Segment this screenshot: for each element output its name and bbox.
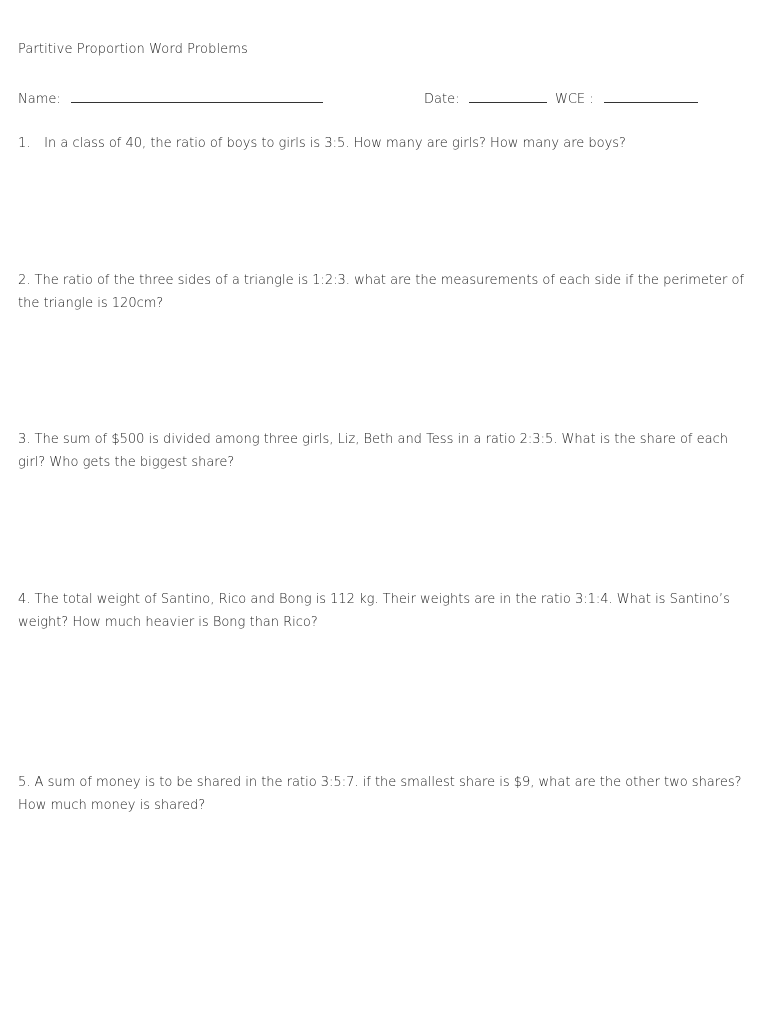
problem-1 (18, 132, 753, 155)
name-label: Name: (18, 92, 61, 107)
problem-text: A sum of money is to be shared in the ratio 3:5:7. if the smallest share is $9, what are the other two shares? How much money is shared? (18, 775, 742, 813)
name-blank-line[interactable] (71, 89, 323, 103)
worksheet-title: Partitive Proportion Word Problems (18, 42, 248, 57)
problem-number: 2. (18, 273, 31, 288)
problem-number: 3. (18, 432, 31, 447)
problem-5 (18, 771, 753, 817)
wce-label: WCE : (555, 92, 594, 107)
problem-3 (18, 428, 753, 474)
name-field (18, 89, 323, 107)
problem-text: The sum of $500 is divided among three girls, Liz, Beth and Tess in a ratio 2:3:5. What is the share of each girl? Who gets the biggest share? (18, 432, 728, 470)
problem-number: 5. (18, 775, 31, 790)
problem-text: The total weight of Santino, Rico and Bong is 112 kg. Their weights are in the ratio 3:1:4. What is Santino’s weight? How much heavier is Bong than Rico? (18, 592, 730, 630)
problem-text: In a class of 40, the ratio of boys to girls is 3:5. How many are girls? How many are boys? (44, 136, 626, 151)
wce-field (555, 89, 698, 107)
problem-number: 4. (18, 592, 31, 607)
student-info-row (18, 89, 718, 109)
problem-number: 1. (18, 136, 31, 151)
date-field (424, 89, 547, 107)
wce-blank-line[interactable] (604, 89, 698, 103)
date-blank-line[interactable] (469, 89, 547, 103)
problem-text: The ratio of the three sides of a triangle is 1:2:3. what are the measurements of each side if the perimeter of the triangle is 120cm? (18, 273, 745, 311)
date-label: Date: (424, 92, 460, 107)
problem-2 (18, 269, 753, 315)
problem-4 (18, 588, 753, 634)
